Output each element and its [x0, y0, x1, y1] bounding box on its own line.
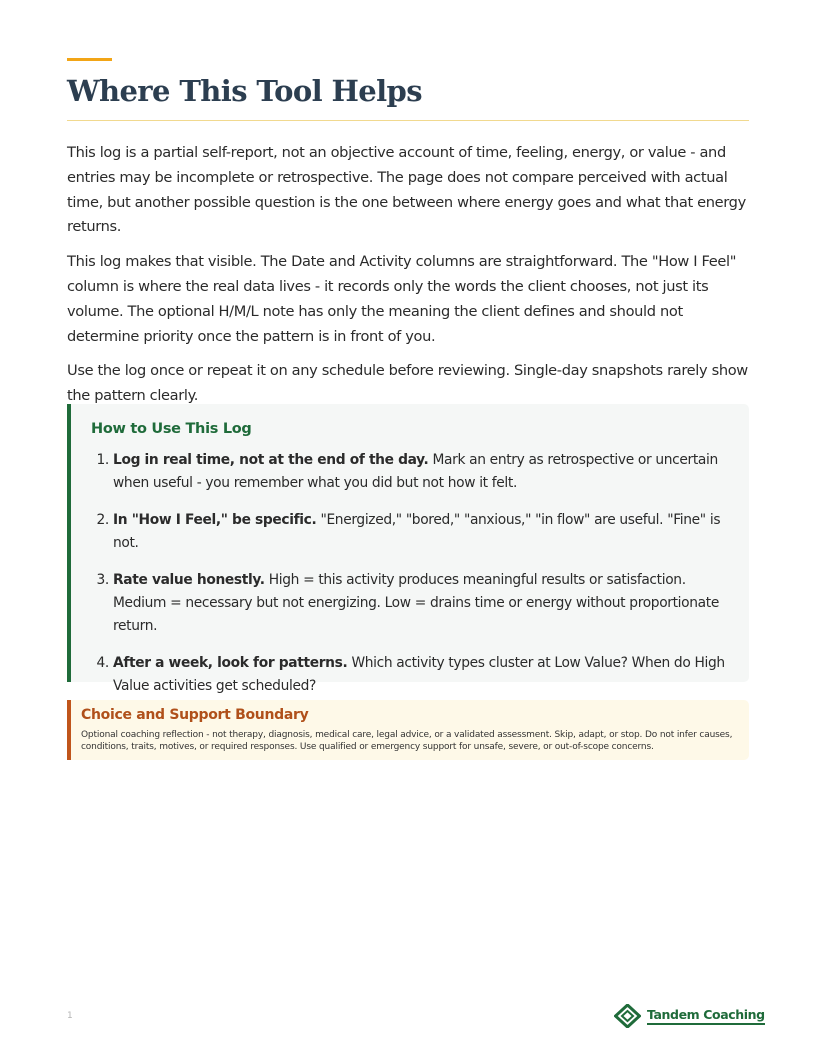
step-item	[113, 509, 731, 555]
step-item	[113, 449, 731, 495]
step-item	[113, 652, 731, 698]
brand-logo	[614, 1004, 765, 1028]
intro-paragraph: This log makes that visible. The Date and Activity columns are straightforward. The "How I Feel" column is where the real data lives - it records only the words the client chooses, not just its volume. The optional H/M/L note has only the meaning the client defines and should not determine priority once the pattern is in front of you.	[67, 253, 737, 345]
support-boundary-box	[67, 700, 749, 760]
step-text: Mark an entry as retrospective or uncertain when useful - you remember what you did but not how it felt.	[113, 452, 718, 491]
step-lead: Log in real time, not at the end of the day.	[113, 452, 429, 468]
intro-text	[67, 141, 749, 419]
how-to-title: How to Use This Log	[91, 421, 252, 437]
step-text: Which activity types cluster at Low Value? When do High Value activities get scheduled?	[113, 655, 725, 694]
title-accent-bar	[67, 58, 112, 61]
page-title: Where This Tool Helps	[67, 74, 422, 108]
title-divider	[67, 120, 749, 121]
step-text: High = this activity produces meaningful results or satisfaction. Medium = necessary but not energizing. Low = drains time or energy without proportionate return.	[113, 572, 719, 634]
step-lead: Rate value honestly.	[113, 572, 265, 588]
page-number: 1	[67, 1011, 73, 1021]
intro-paragraph: Use the log once or repeat it on any schedule before reviewing. Single-day snapshots rarely show the pattern clearly.	[67, 362, 748, 405]
intro-paragraph: This log is a partial self-report, not an objective account of time, feeling, energy, or value - and entries may be incomplete or retrospective. The page does not compare perceived with actual time, but another possible question is the one between where energy goes and what that energy returns.	[67, 144, 746, 236]
boundary-text: Optional coaching reflection - not therapy, diagnosis, medical care, legal advice, or a validated assessment. Skip, adapt, or stop. Do not infer causes, conditions, traits, motives, or required responses. Use qualified or emergency support for unsafe, severe, or out-of-scope concerns.	[81, 730, 733, 752]
boundary-title: Choice and Support Boundary	[81, 707, 309, 723]
step-item	[113, 569, 731, 638]
how-to-steps	[71, 449, 731, 712]
how-to-use-box	[67, 404, 749, 694]
step-text: "Energized," "bored," "anxious," "in flow" are useful. "Fine" is not.	[113, 512, 721, 551]
brand-name: Tandem Coaching	[647, 1008, 765, 1025]
step-lead: In "How I Feel," be specific.	[113, 512, 317, 528]
step-lead: After a week, look for patterns.	[113, 655, 348, 671]
diamond-logo-icon	[614, 1004, 641, 1028]
